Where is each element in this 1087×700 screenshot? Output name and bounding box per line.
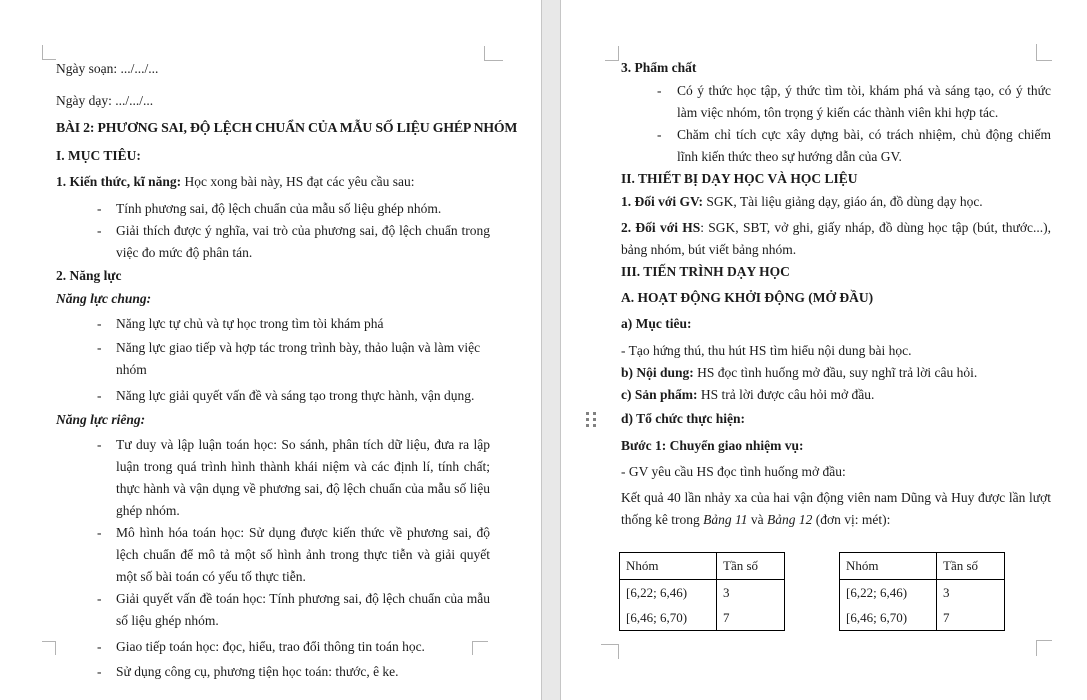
list-item[interactable]	[56, 385, 490, 407]
subheading-nang-luc-rieng[interactable]: Năng lực riêng:	[56, 412, 146, 427]
paragraph-ngay-day[interactable]: Ngày dạy: .../.../...	[56, 93, 154, 108]
dash-bullet: -	[97, 316, 102, 331]
kien-thuc-text: Học xong bài này, HS đạt các yêu cầu sau:	[181, 174, 415, 189]
table2-cell[interactable]: [6,22; 6,46)	[846, 584, 908, 600]
dash-bullet: -	[97, 201, 102, 216]
crop-mark-bottom-left	[601, 644, 619, 659]
list-item[interactable]	[56, 198, 490, 220]
lesson-title[interactable]: BÀI 2: PHƯƠNG SAI, ĐỘ LỆCH CHUẨN CỦA MẪU SỐ LIỆU GHÉP NHÓM	[56, 120, 518, 135]
list-item-text: Năng lực tự chủ và tự học trong tìm tòi khám phá	[116, 316, 384, 331]
noi-dung-text: HS đọc tình huống mở đầu, suy nghĩ trả lời câu hỏi.	[693, 365, 978, 380]
paragraph-kien-thuc[interactable]	[56, 171, 490, 193]
list-item[interactable]	[56, 636, 490, 658]
hs-label: 2. Đối với HS	[621, 220, 701, 235]
paragraph-gv-yeu-cau[interactable]: - GV yêu cầu HS đọc tình huống mở đầu:	[621, 464, 846, 479]
list-item[interactable]	[56, 661, 490, 683]
list-item[interactable]	[56, 434, 490, 522]
heading-hoat-dong-a[interactable]: A. HOẠT ĐỘNG KHỞI ĐỘNG (MỞ ĐẦU)	[621, 290, 874, 305]
table1-header-nhom[interactable]: Nhóm	[620, 553, 717, 580]
table2-cell[interactable]: [6,46; 6,70)	[846, 609, 908, 625]
paragraph-doi-voi-gv[interactable]	[621, 191, 1051, 213]
dash-bullet: -	[97, 525, 102, 540]
list-item[interactable]	[56, 337, 490, 381]
dash-bullet: -	[657, 127, 662, 142]
list-item[interactable]	[621, 80, 1051, 124]
kien-thuc-label: 1. Kiến thức, kĩ năng:	[56, 174, 182, 189]
table1-cell[interactable]: 7	[717, 605, 785, 631]
list-item-text: Tư duy và lập luận toán học: So sánh, phân tích dữ liệu, đưa ra lập luận trong quá trình hình thành khái niệm và các định lí, tính chất; thực hành và vận dụng về phương sai, độ lệch chuẩn của mẫu số liệu ghép nhóm.	[116, 437, 490, 518]
crop-mark-bottom-right	[1036, 640, 1052, 656]
table2-cell[interactable]: 7	[937, 605, 1005, 631]
heading-muc-tieu[interactable]: I. MỤC TIÊU:	[56, 148, 141, 163]
heading-tien-trinh[interactable]: III. TIẾN TRÌNH DẠY HỌC	[621, 264, 790, 279]
paragraph-ngay-soan[interactable]: Ngày soạn: .../.../...	[56, 61, 159, 76]
paragraph-ket-qua[interactable]	[621, 487, 1051, 531]
dash-bullet: -	[97, 591, 102, 606]
heading-buoc-1[interactable]: Bước 1: Chuyển giao nhiệm vụ:	[621, 438, 804, 453]
noi-dung-label: b) Nội dung:	[621, 365, 694, 380]
list-item-text: Có ý thức học tập, ý thức tìm tòi, khám phá và sáng tạo, có ý thức làm việc nhóm, tôn trọng ý kiến các thành viên khi hợp tác.	[677, 83, 1051, 120]
heading-thiet-bi[interactable]: II. THIẾT BỊ DẠY HỌC VÀ HỌC LIỆU	[621, 171, 858, 186]
bang-11-ref: Bảng 11	[703, 512, 748, 527]
table1-cell[interactable]: 3	[717, 580, 785, 606]
page-1[interactable]	[0, 0, 542, 700]
list-item-text: Giải thích được ý nghĩa, vai trò của phương sai, độ lệch chuẩn trong việc đo mức độ phân tán.	[116, 223, 490, 260]
list-item-text: Giao tiếp toán học: đọc, hiểu, trao đổi thông tin toán học.	[116, 639, 425, 654]
table2-header-nhom[interactable]: Nhóm	[840, 553, 937, 580]
bang-12-ref: Bảng 12	[767, 512, 813, 527]
list-item-text: Giải quyết vấn đề toán học: Tính phương sai, độ lệch chuẩn của mẫu số liệu ghép nhóm.	[116, 591, 490, 628]
dash-bullet: -	[97, 340, 102, 355]
dash-bullet: -	[97, 388, 102, 403]
ket-qua-text-1: Kết quả 40 lần nhảy xa của hai vận động viên nam Dũng và Huy được lần lượt thống kê trong	[621, 490, 1051, 527]
list-item-text: Mô hình hóa toán học: Sử dụng được kiến thức về phương sai, độ lệch chuẩn để mô tả một số hình ảnh trong thực tiễn và giải quyết một số bài toán có yếu tố thực tiễn.	[116, 525, 490, 584]
san-pham-text: HS trả lời được câu hỏi mở đầu.	[697, 387, 875, 402]
table-row	[620, 605, 785, 631]
table1-cell[interactable]: [6,22; 6,46)	[626, 584, 688, 600]
table1-cell[interactable]: [6,46; 6,70)	[626, 609, 688, 625]
frequency-table-1[interactable]	[619, 552, 785, 631]
frequency-tables	[619, 552, 1051, 631]
dash-bullet: -	[97, 437, 102, 452]
ket-qua-text-2: (đơn vị: mét):	[812, 512, 891, 527]
heading-pham-chat[interactable]: 3. Phẩm chất	[621, 60, 697, 75]
san-pham-label: c) Sản phẩm:	[621, 387, 698, 402]
list-item[interactable]	[56, 522, 490, 588]
list-item-text: Tính phương sai, độ lệch chuẩn của mẫu số liệu ghép nhóm.	[116, 201, 442, 216]
hs-text: : SGK, SBT, vở ghi, giấy nháp, đồ dùng học tập (bút, thước...), bảng nhóm, bút viết bảng nhóm.	[621, 220, 1051, 257]
list-item-text: Năng lực giao tiếp và hợp tác trong trình bày, thảo luận và làm việc nhóm	[116, 340, 481, 377]
gv-text: SGK, Tài liệu giảng dạy, giáo án, đồ dùng dạy học.	[702, 194, 983, 209]
ket-qua-va: và	[747, 512, 767, 527]
crop-mark-top-left	[42, 45, 56, 60]
list-item[interactable]	[56, 220, 490, 264]
list-item[interactable]	[621, 124, 1051, 168]
list-item-text: Năng lực giải quyết vấn đề và sáng tạo trong thực hành, vận dụng.	[116, 388, 475, 403]
table2-header-tan-so[interactable]: Tần số	[937, 553, 1005, 580]
frequency-table-2[interactable]	[839, 552, 1005, 631]
dash-bullet: -	[657, 83, 662, 98]
list-item-text: Chăm chỉ tích cực xây dựng bài, có trách nhiệm, chủ động chiếm lĩnh kiến thức theo sự hướng dẫn của GV.	[677, 127, 1051, 164]
block-drag-handle-icon[interactable]	[586, 412, 596, 427]
dash-bullet: -	[97, 664, 102, 679]
dash-bullet: -	[97, 639, 102, 654]
crop-mark-bottom-left	[42, 641, 56, 655]
gv-label: 1. Đối với GV:	[621, 194, 703, 209]
table-row	[620, 580, 785, 606]
list-item[interactable]	[56, 313, 490, 335]
list-item-text: Sử dụng công cụ, phương tiện học toán: thước, ê ke.	[116, 664, 399, 679]
crop-mark-top-left	[605, 46, 619, 61]
heading-muc-tieu-a[interactable]: a) Mục tiêu:	[621, 316, 692, 331]
heading-to-chuc[interactable]: d) Tổ chức thực hiện:	[621, 411, 745, 426]
heading-nang-luc[interactable]: 2. Năng lực	[56, 268, 122, 283]
paragraph-doi-voi-hs[interactable]	[621, 217, 1051, 261]
paragraph-tao-hung-thu[interactable]: - Tạo hứng thú, thu hút HS tìm hiểu nội dung bài học.	[621, 343, 912, 358]
table1-header-tan-so[interactable]: Tần số	[717, 553, 785, 580]
paragraph-noi-dung[interactable]	[621, 362, 1051, 384]
table2-cell[interactable]: 3	[937, 580, 1005, 606]
paragraph-san-pham[interactable]	[621, 384, 1051, 406]
table-row	[840, 580, 1005, 606]
dash-bullet: -	[97, 223, 102, 238]
subheading-nang-luc-chung[interactable]: Năng lực chung:	[56, 291, 152, 306]
page-2[interactable]	[560, 0, 1087, 700]
list-item[interactable]	[56, 588, 490, 632]
table-row	[840, 605, 1005, 631]
